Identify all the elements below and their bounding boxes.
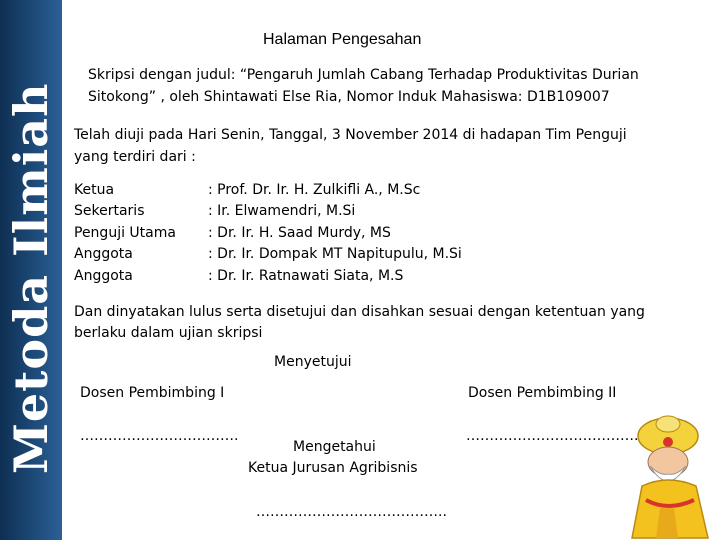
approved-line-1: Dan dinyatakan lulus serta disetujui dan disahkan sesuai dengan ketentuan yang: [74, 304, 645, 320]
sidebar-banner: [0, 0, 62, 540]
approved-line-2: berlaku dalam ujian skripsi: [74, 325, 263, 341]
approval-heading: Menyetujui: [274, 354, 352, 370]
department-head-signature-line: …………………………………..: [256, 504, 447, 520]
intro-line-1: Skripsi dengan judul: “Pengaruh Jumlah Cabang Terhadap Produktivitas Durian: [88, 67, 639, 83]
page-title: Halaman Pengesahan: [263, 31, 422, 48]
advisor-1-label: Dosen Pembimbing I: [80, 385, 225, 401]
committee-name: : Dr. Ir. H. Saad Murdy, MS: [208, 225, 391, 241]
committee-name: : Prof. Dr. Ir. H. Zulkifli A., M.Sc: [208, 182, 421, 198]
advisor-2-signature-line: ……………………………….: [466, 428, 639, 444]
committee-name: : Dr. Ir. Dompak MT Napitupulu, M.Si: [208, 246, 462, 262]
tested-line-1: Telah diuji pada Hari Senin, Tanggal, 3 November 2014 di hadapan Tim Penguji: [74, 127, 627, 143]
committee-name: : Ir. Elwamendri, M.Si: [208, 203, 356, 219]
committee-role: Ketua: [74, 182, 115, 198]
committee-role: Anggota: [74, 246, 133, 262]
sidebar-title: Metoda Ilmiah: [4, 82, 58, 474]
genie-mascot-illustration: [616, 404, 720, 540]
committee-role: Anggota: [74, 268, 133, 284]
tested-line-2: yang terdiri dari :: [74, 149, 196, 165]
advisor-1-signature-line: …………………………….: [80, 428, 239, 444]
committee-name: : Dr. Ir. Ratnawati Siata, M.S: [208, 268, 404, 284]
intro-line-2: Sitokong” , oleh Shintawati Else Ria, Nomor Induk Mahasiswa: D1B109007: [88, 89, 610, 105]
committee-role: Sekertaris: [74, 203, 145, 219]
advisor-2-label: Dosen Pembimbing II: [468, 385, 617, 401]
department-head-title: Ketua Jurusan Agribisnis: [248, 460, 418, 476]
committee-role: Penguji Utama: [74, 225, 176, 241]
acknowledged-heading: Mengetahui: [293, 439, 376, 455]
